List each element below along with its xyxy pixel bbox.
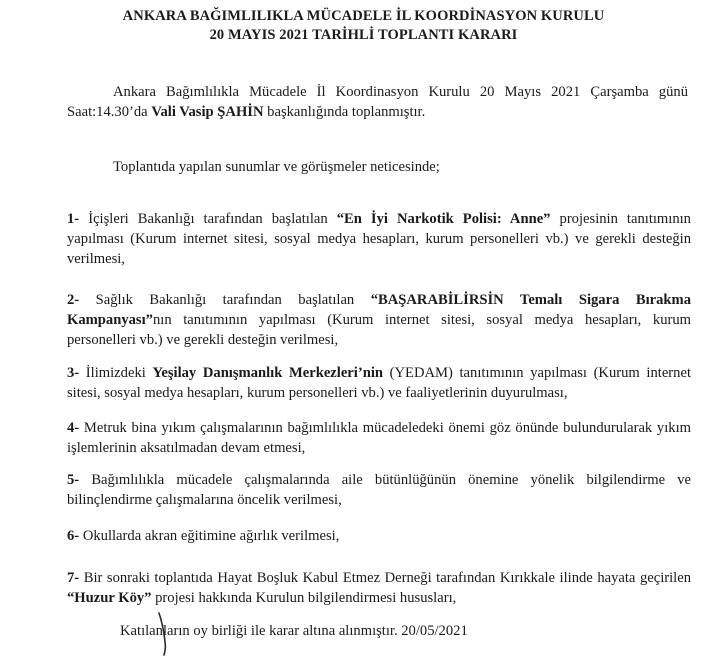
intro-chair-name: Vali Vasip ŞAHİN bbox=[151, 104, 264, 120]
item-number: 2- bbox=[67, 292, 80, 308]
lead-sentence: Toplantıda yapılan sunumlar ve görüşmeler neticesinde; bbox=[113, 159, 440, 175]
document-title-line2: 20 MAYIS 2021 TARİHLİ TOPLANTI KARARI bbox=[209, 27, 518, 43]
item-highlight: “Huzur Köy” bbox=[67, 590, 152, 606]
item-number: 6- bbox=[67, 528, 80, 544]
decision-item-2 bbox=[67, 290, 691, 350]
decision-item-5 bbox=[67, 470, 691, 510]
item-text-rest: (YEDAM) tanıtımının yapılması (Kurum internet sitesi, sosyal medya hesapları, kurum personelleri vb.) ve faaliyetlerinin duyurulması, bbox=[67, 365, 691, 401]
decision-item-1 bbox=[67, 209, 691, 269]
item-highlight: “BAŞARABİLİRSİN Temalı Sigara Bırakma Kampanyası” bbox=[67, 292, 691, 328]
item-text: Sağlık Bakanlığı tarafından başlatılan bbox=[79, 292, 371, 308]
item-text: İçişleri Bakanlığı tarafından başlatılan bbox=[79, 211, 337, 227]
item-text: İlimizdeki bbox=[79, 365, 153, 381]
intro-paragraph bbox=[67, 82, 688, 122]
item-number: 3- bbox=[67, 365, 80, 381]
item-number: 7- bbox=[67, 570, 80, 586]
item-text: Bağımlılıkla mücadele çalışmalarında aile bütünlüğünün önemine yönelik bilgilendirme ve bilinçlendirme çalışmalarına öncelik verilmesi, bbox=[67, 472, 691, 508]
item-text: Metruk bina yıkım çalışmalarının bağımlılıkla mücadeledeki önemi göz önünde bulundurularak yıkım işlemlerinin aksatılmadan devam etmesi, bbox=[67, 420, 691, 456]
decision-item-4 bbox=[67, 418, 691, 458]
decision-item-3 bbox=[67, 363, 691, 403]
item-number: 4- bbox=[67, 420, 80, 436]
item-text-rest: nın tanıtımının yapılması (Kurum internet sitesi, sosyal medya hesapları, kurum personelleri vb.) ve gerekli desteğin verilmesi, bbox=[67, 312, 691, 348]
intro-text-post: başkanlığında toplanmıştır. bbox=[263, 104, 426, 120]
item-text-rest: projesinin tanıtımının yapılması (Kurum internet sitesi, sosyal medya hesapları, kurum personelleri vb.) ve gerekli desteğin verilmesi, bbox=[67, 211, 691, 267]
intro-text-pre: Ankara Bağımlılıkla Mücadele İl Koordinasyon Kurulu 20 Mayıs 2021 Çarşamba günü Saat:14.30’da bbox=[67, 84, 688, 120]
item-highlight: Yeşilay Danışmanlık Merkezleri’nin bbox=[152, 365, 383, 381]
decision-item-7 bbox=[67, 568, 691, 608]
closing-sentence: Katılanların oy birliği ile karar altına alınmıştır. 20/05/2021 bbox=[120, 623, 468, 639]
item-number: 5- bbox=[67, 472, 80, 488]
item-text-rest: projesi hakkında Kurulun bilgilendirmesi hususları, bbox=[151, 590, 457, 606]
document-title-line1: ANKARA BAĞIMLILIKLA MÜCADELE İL KOORDİNASYON KURULU bbox=[122, 8, 605, 24]
decision-item-6 bbox=[67, 526, 691, 546]
item-number: 1- bbox=[67, 211, 80, 227]
item-text: Bir sonraki toplantıda Hayat Boşluk Kabul Etmez Derneği tarafından Kırıkkale ilinde hayata geçirilen bbox=[79, 570, 691, 586]
item-text: Okullarda akran eğitimine ağırlık verilmesi, bbox=[79, 528, 340, 544]
item-highlight: “En İyi Narkotik Polisi: Anne” bbox=[336, 211, 551, 227]
